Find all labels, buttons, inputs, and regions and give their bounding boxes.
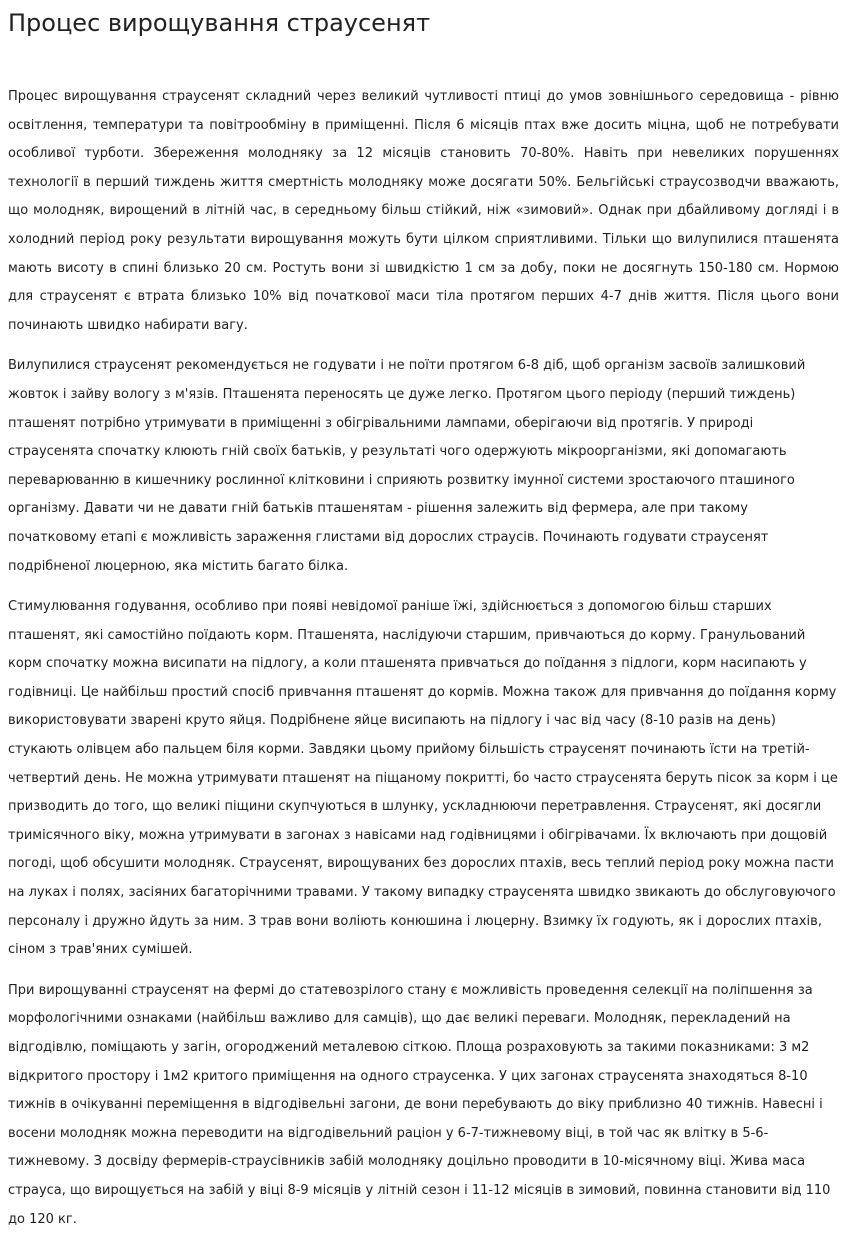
page-title: Процес вирощування страусенят <box>8 9 431 37</box>
article-paragraph-1: Процес вирощування страусенят складний через великий чутливості птиці до умов зовнішнього середовища - рівню освітлення, температури та повітрообміну в приміщенні. Після 6 місяців птах вже досить міцна, щоб не потребувати особливої турботи. Збереження молодняку за 12 місяців становить 70-80%. Навіть при невеликих порушеннях технології в перший тиждень життя смертність молодняку може досягати 50%. Бельгійські страусозводчи вважають, що молодняк, вирощений в літній час, в середньому більш стійкий, ніж «зимовий». Однак при дбайливому догляді і в холодний період року результати вирощування можуть бути цілком сприятливими. Тільки що вилупилися пташенята мають висоту в спині близько 20 см. Ростуть вони зі швидкістю 1 см за добу, поки не досягнуть 150-180 см. Нормою для страусенят є втрата близько 10% від початкової маси тіла протягом перших 4-7 днів життя. Після цього вони починають швидко набирати вагу. <box>8 89 839 333</box>
article-paragraph-3: Стимулювання годування, особливо при появі невідомої раніше їжі, здійснюється з допомогою більш старших пташенят, які самостійно поїдають корм. Пташенята, наслідуючи старшим, привчаються до корму. Гранульований корм спочатку можна висипати на підлогу, а коли пташенята привчаться до поїдання з підлоги, корм насипають у годівниці. Це найбільш простий спосіб привчання пташенят до кормів. Можна також для привчання до поїдання корму використовувати зварені круто яйця. Подрібнене яйце висипають на підлогу і час від часу (8-10 разів на день) стукають олівцем або пальцем біля корми. Завдяки цьому прийому більшість страусенят починають їсти на третій-четвертий день. Не можна утримувати пташенят на піщаному покритті, бо часто страусенята беруть пісок за корм і це призводить до того, що великі піщини скупчуються в шлунку, ускладнюючи перетравлення. Страусенят, які досягли тримісячного віку, можна утримувати в загонах з навісами над годівницями і обігрівачами. Їх включають при дощовій погоді, щоб обсушити молодняк. Страусенят, вирощуваних без дорослих птахів, весь теплий період року можна пасти на луках і полях, засіяних багаторічними травами. У такому випадку страусенята швидко звикають до обслуговуючого персоналу і дружно йдуть за ним. З трав вони воліють конюшина і люцерну. Взимку їх годують, як і дорослих птахів, сіном з трав'яних сумішей. <box>8 599 838 958</box>
article-body <box>8 83 839 1234</box>
article-paragraph-4: При вирощуванні страусенят на фермі до статевозрілого стану є можливість проведення селекції на поліпшення за морфологічними ознаками (найбільш важливо для самців), що дає великі переваги. Молодняк, перекладений на відгодівлю, поміщають у загін, огороджений металевою сіткою. Площа розраховують за такими показниками: 3 м2 відкритого простору і 1м2 критого приміщення на одного страусенка. У цих загонах страусенята знаходяться 8-10 тижнів в очікуванні переміщення в відгодівельні загони, де вони перебувають до віку приблизно 40 тижнів. Навесні і восени молодняк можна переводити на відгодівельний раціон у 6-7-тижневому віці, в той час як влітку в 5-6-тижневому. З досвіду фермерів-страусівників забій молодняку доцільно проводити в 10-місячному віці. Жива маса страуса, що вирощується на забій у віці 8-9 місяців у літній сезон і 11-12 місяців в зимовий, повинна становити від 110 до 120 кг. <box>8 982 831 1227</box>
article-paragraph-2: Вилупилися страусенят рекомендується не годувати і не поїти протягом 6-8 діб, щоб організм засвоїв залишковий жовток і зайву вологу з м'язів. Пташенята переносять це дуже легко. Протягом цього періоду (перший тиждень) пташенят потрібно утримувати в приміщенні з обігрівальними лампами, оберігаючи від протягів. У природі страусенята спочатку клюють гній своїх батьків, у результаті чого одержують мікроорганізми, які допомагають переварюванню в кишечнику рослинної клітковини і сприяють розвитку імунної системи зростаючого пташиного організму. Давати чи не давати гній батьків пташенятам - рішення залежить від фермера, але при такому початковому етапі є можливість зараження глистами від дорослих страусів. Починають годувати страусенят подрібненої люцерною, яка містить багато білка. <box>8 358 806 574</box>
